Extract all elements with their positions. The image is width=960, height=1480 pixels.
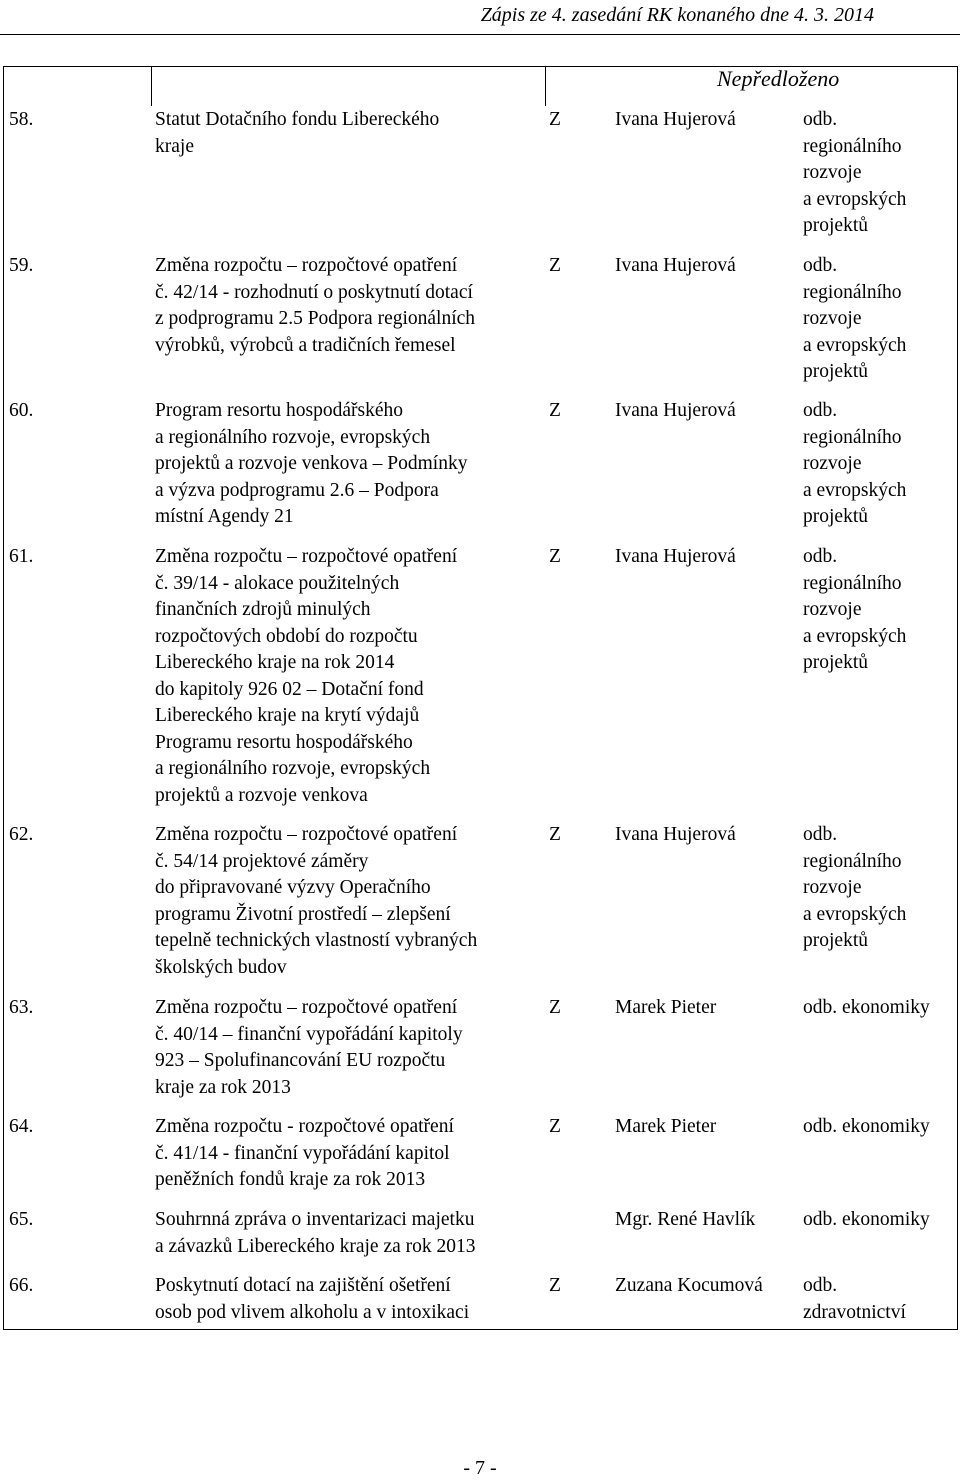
item-z-marker: Z [549, 1275, 561, 1296]
item-presenter: Marek Pieter [615, 1116, 717, 1137]
item-z-marker: Z [549, 546, 561, 567]
item-z-marker: Z [549, 997, 561, 1018]
item-department: odb. regionálního rozvoje a evropských projektů [803, 400, 907, 527]
item-number: 66. [9, 1275, 34, 1296]
item-department: odb. regionálního rozvoje a evropských projektů [803, 546, 907, 673]
item-presenter: Ivana Hujerová [615, 255, 736, 276]
item-department: odb. zdravotnictví [803, 1275, 906, 1323]
item-number: 58. [9, 109, 34, 130]
document-header-title: Zápis ze 4. zasedání RK konaného dne 4. 3. 2014 [480, 4, 874, 26]
item-z-marker: Z [549, 400, 561, 421]
item-presenter: Marek Pieter [615, 997, 717, 1018]
item-number: 64. [9, 1116, 34, 1137]
item-number: 61. [9, 546, 34, 567]
item-presenter: Mgr. René Havlík [615, 1209, 756, 1230]
status-label: Nepředloženo [717, 66, 840, 91]
item-presenter: Ivana Hujerová [615, 824, 736, 845]
item-department: odb. ekonomiky [803, 1116, 930, 1137]
item-department: odb. ekonomiky [803, 997, 930, 1018]
item-department: odb. regionálního rozvoje a evropských projektů [803, 824, 907, 951]
item-subject: Změna rozpočtu – rozpočtové opatření č. 40/14 – finanční vypořádání kapitoly 923 – Spolufinancování EU rozpočtu kraje za rok 2013 [155, 997, 463, 1098]
item-presenter: Ivana Hujerová [615, 400, 736, 421]
header-divider [0, 34, 960, 35]
item-department: odb. regionálního rozvoje a evropských projektů [803, 109, 907, 236]
item-presenter: Ivana Hujerová [615, 546, 736, 567]
table-column-divider [545, 66, 546, 106]
item-number: 60. [9, 400, 34, 421]
item-number: 65. [9, 1209, 34, 1230]
item-number: 59. [9, 255, 34, 276]
item-number: 63. [9, 997, 34, 1018]
item-subject: Změna rozpočtu – rozpočtové opatření č. 42/14 - rozhodnutí o poskytnutí dotací z podprogramu 2.5 Podpora regionálních výrobků, výrobců a tradičních řemesel [155, 255, 476, 356]
item-subject: Změna rozpočtu – rozpočtové opatření č. 39/14 - alokace použitelných finančních zdrojů minulých rozpočtových období do rozpočtu Libereckého kraje na rok 2014 do kapitoly 926 02 – Dotační fond Libereckého kraje na krytí výdajů Programu resortu hospodářského a regionálního rozvoje, evropských projektů a rozvoje venkova [155, 546, 458, 806]
table-column-divider [151, 66, 152, 106]
item-z-marker: Z [549, 824, 561, 845]
item-z-marker: Z [549, 255, 561, 276]
item-subject: Změna rozpočtu - rozpočtové opatření č. 41/14 - finanční vypořádání kapitol peněžních fondů kraje za rok 2013 [155, 1116, 454, 1190]
item-number: 62. [9, 824, 34, 845]
item-department: odb. regionálního rozvoje a evropských projektů [803, 255, 907, 382]
item-subject: Změna rozpočtu – rozpočtové opatření č. 54/14 projektové záměry do připravované výzvy Operačního programu Životní prostředí – zlepšení tepelně technických vlastností vybraných školských budov [155, 824, 478, 978]
page-number: - 7 - [463, 1457, 497, 1479]
item-department: odb. ekonomiky [803, 1209, 930, 1230]
item-presenter: Ivana Hujerová [615, 109, 736, 130]
item-subject: Poskytnutí dotací na zajištění ošetření osob pod vlivem alkoholu a v intoxikaci [155, 1275, 470, 1323]
item-z-marker: Z [549, 109, 561, 130]
item-presenter: Zuzana Kocumová [615, 1275, 763, 1296]
item-z-marker: Z [549, 1116, 561, 1137]
item-subject: Program resortu hospodářského a regionálního rozvoje, evropských projektů a rozvoje venkova – Podmínky a výzva podprogramu 2.6 – Podpora místní Agendy 21 [155, 400, 468, 527]
item-subject: Souhrnná zpráva o inventarizaci majetku a závazků Libereckého kraje za rok 2013 [155, 1209, 476, 1257]
item-subject: Statut Dotačního fondu Libereckého kraje [155, 109, 440, 157]
